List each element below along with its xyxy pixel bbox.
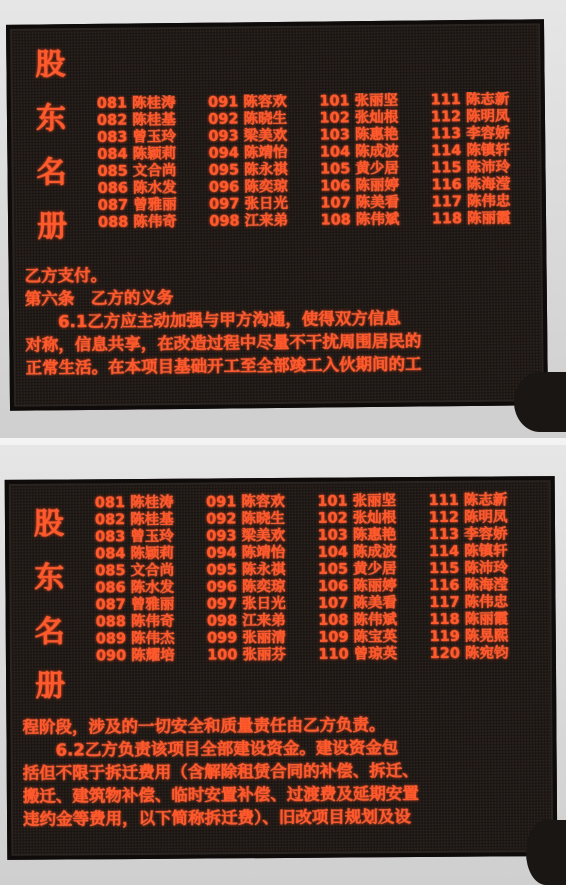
shareholder-entry: 118 陈丽霞: [429, 611, 509, 628]
shareholder-entry: 113 李容娇: [428, 526, 508, 543]
shareholder-entry: 097 张日光: [206, 595, 286, 613]
shareholder-entry: 094 陈靖怡: [208, 144, 288, 162]
shareholder-entry: 093 梁美欢: [208, 127, 288, 145]
shareholder-entry: 108 陈伟斌: [318, 612, 398, 629]
contract-line: 对称，信息共享，在改造过程中尽量不干扰周围居民的: [25, 331, 422, 355]
shareholder-entry: 084 陈颖莉: [95, 545, 175, 563]
shareholder-entry: 118 陈丽霞: [431, 210, 511, 228]
shareholder-entry: 085 文合尚: [97, 163, 177, 180]
shareholder-entry: 114 陈镇轩: [428, 543, 508, 560]
shareholder-entry: 105 黄少居: [317, 561, 397, 578]
shareholder-entry: 110 曾琼英: [318, 646, 398, 663]
shareholder-entry: 081 陈桂涛: [94, 494, 174, 512]
shareholder-entry: 098 江来弟: [206, 612, 286, 630]
shareholder-entry: 095 陈永祺: [206, 561, 286, 579]
shareholder-entry: 114 陈镇轩: [431, 142, 510, 160]
foreground-shadow: [514, 372, 566, 432]
side-title-char: 东: [35, 101, 67, 137]
contract-text: [22, 712, 545, 831]
shareholder-entry: 089 陈伟杰: [95, 630, 175, 648]
shareholder-entry: 085 文合尚: [95, 562, 175, 580]
shareholder-entry: 092 陈晓生: [206, 510, 286, 528]
side-title: [20, 38, 82, 255]
side-title-char: 册: [36, 209, 68, 245]
contract-line: 第六条 乙方的义务: [24, 288, 174, 309]
shareholder-entry: 099 张丽清: [206, 629, 286, 647]
shareholder-entry: 100 张丽芬: [207, 646, 287, 664]
shareholder-entry: 117 陈伟忠: [431, 193, 511, 211]
shareholder-entry: 103 陈惠艳: [319, 126, 399, 144]
contract-text: [25, 259, 536, 379]
shareholder-entry: 117 陈伟忠: [429, 594, 509, 611]
shareholder-row: [96, 645, 541, 665]
shareholder-entry: 107 陈美看: [317, 595, 397, 612]
shareholder-entry: 108 陈伟斌: [320, 211, 400, 229]
contract-line: 搬迁、建筑物补偿、临时安置补偿、过渡费及延期安置: [22, 784, 419, 806]
contract-line: 正常生活。在本项目基础开工至全部竣工入伙期间的工: [25, 354, 422, 378]
shareholder-row: [98, 210, 543, 232]
shareholder-entry: 082 陈桂基: [96, 112, 176, 129]
shareholder-entry: 107 陈美看: [320, 194, 400, 212]
side-title-char: 名: [34, 614, 65, 650]
side-title-char: 名: [36, 155, 67, 191]
shareholder-entry: 083 曾玉玲: [97, 129, 177, 146]
contract-line: 6.1乙方应主动加强与甲方沟通，使得双方信息: [25, 308, 401, 332]
shareholder-entry: 104 陈成波: [319, 143, 399, 161]
shareholder-entry: 105 黄少居: [319, 160, 399, 178]
shareholder-entry: 120 陈宛钧: [429, 645, 509, 662]
shareholder-entry: 087 曾雅丽: [95, 596, 175, 614]
shareholder-entry: 082 陈桂基: [94, 511, 174, 529]
side-title-char: 册: [34, 668, 66, 704]
shareholder-entry: 086 陈水发: [97, 180, 177, 197]
contract-line: 乙方支付。: [24, 265, 108, 286]
shareholder-entry: 088 陈伟奇: [95, 613, 175, 631]
shareholder-entry: 116 陈海滢: [429, 577, 509, 594]
shareholder-entry: 095 陈永祺: [208, 161, 288, 179]
shareholder-entry: 097 张日光: [209, 195, 289, 213]
shareholder-entry: 111 陈志新: [428, 492, 508, 509]
shareholder-entry: 116 陈海滢: [431, 176, 511, 194]
shareholder-entry: 092 陈晓生: [208, 110, 288, 128]
shareholder-entry: 111 陈志新: [430, 91, 510, 109]
led-board-bottom: [5, 476, 558, 860]
side-title-char: 股: [35, 47, 66, 83]
shareholder-entry: 086 陈水发: [95, 579, 175, 597]
shareholder-entry: 096 陈奕琼: [206, 578, 286, 596]
shareholder-entry: 091 陈容欢: [207, 93, 287, 111]
shareholder-entry: 102 张灿根: [319, 109, 399, 127]
shareholder-entry: 115 陈沛玲: [429, 560, 508, 577]
shareholder-entry: 106 陈丽婷: [320, 177, 400, 195]
contract-line: 程阶段，涉及的一切安全和质量责任由乙方负责。: [22, 715, 386, 737]
contract-line: 括但不限于拆迁费用（含解除租赁合同的补偿、拆迁、: [22, 761, 419, 783]
shareholder-entry: 112 陈明凤: [428, 509, 508, 526]
shareholder-entry: 119 陈晃熙: [429, 628, 509, 645]
shareholder-entry: 115 陈沛玲: [431, 159, 511, 177]
shareholder-list: [95, 492, 541, 665]
shareholder-entry: 094 陈靖怡: [206, 544, 286, 562]
shareholder-entry: 084 陈颖莉: [97, 146, 177, 163]
side-title: [19, 497, 81, 713]
shareholder-entry: 103 陈惠艳: [317, 527, 397, 544]
foreground-shadow: [526, 820, 566, 885]
led-board-top: [6, 19, 548, 411]
shareholder-entry: 106 陈丽婷: [317, 578, 397, 595]
shareholder-entry: 088 陈伟奇: [97, 214, 177, 231]
shareholder-entry: 113 李容娇: [430, 125, 510, 143]
contract-line: 6.2乙方负责该项目全部建设资金。建设资金包: [22, 738, 399, 760]
shareholder-entry: 098 江来弟: [209, 212, 289, 230]
shareholder-entry: 112 陈明凤: [430, 108, 510, 126]
shareholder-entry: 087 曾雅丽: [97, 197, 177, 214]
side-title-char: 股: [33, 506, 65, 542]
shareholder-entry: 109 陈宝英: [318, 629, 398, 646]
side-title-char: 东: [34, 560, 65, 596]
shareholder-entry: 093 梁美欢: [206, 527, 286, 545]
shareholder-entry: 102 张灿根: [317, 510, 397, 527]
contract-line: 违约金等费用，以下简称拆迁费）、旧改项目规划及设: [22, 807, 411, 829]
shareholder-entry: 101 张丽坚: [319, 92, 399, 110]
shareholder-entry: 081 陈桂涛: [96, 95, 176, 112]
shareholder-entry: 091 陈容欢: [206, 493, 285, 511]
shareholder-entry: 101 张丽坚: [317, 493, 397, 510]
shareholder-entry: 083 曾玉玲: [95, 528, 174, 546]
shareholder-entry: 090 陈耀培: [95, 647, 175, 665]
shareholder-entry: 104 陈成波: [317, 544, 397, 561]
shareholder-list: [97, 91, 544, 262]
shareholder-entry: 096 陈奕琼: [208, 178, 288, 196]
